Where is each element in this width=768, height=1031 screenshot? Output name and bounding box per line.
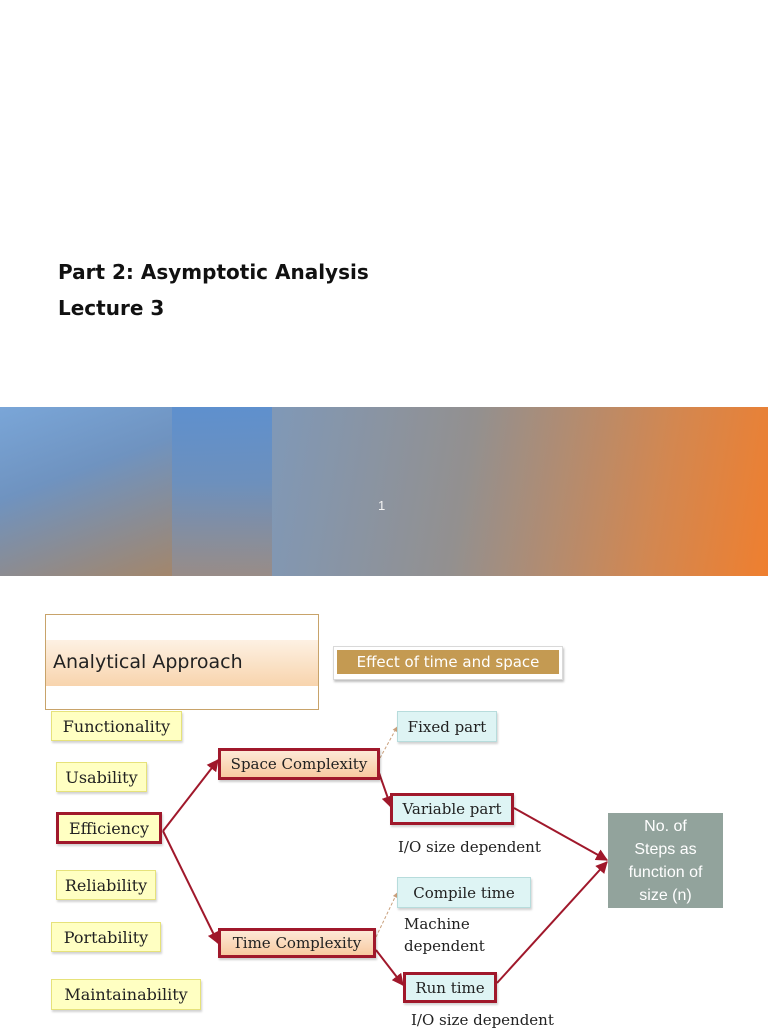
effect-label: Effect of time and space	[337, 650, 559, 674]
quality-maintainability: Maintainability	[51, 979, 201, 1010]
space-complexity-box: Space Complexity	[218, 748, 380, 780]
quality-usability: Usability	[56, 762, 147, 792]
title-line-lecture: Lecture 3	[58, 296, 165, 320]
arrow-space-fixed	[380, 727, 397, 758]
run-time-box: Run time	[403, 972, 497, 1003]
result-line-3: function of	[628, 863, 703, 881]
io-size-note-run: I/O size dependent	[411, 1011, 554, 1029]
arrow-efficiency-time	[163, 831, 218, 943]
arrow-time-run	[376, 950, 403, 985]
quality-efficiency: Efficiency	[56, 812, 162, 844]
quality-reliability: Reliability	[56, 870, 156, 900]
fixed-part-box: Fixed part	[397, 711, 497, 742]
result-line-4: size (n)	[639, 886, 692, 904]
quality-functionality: Functionality	[51, 711, 182, 741]
io-size-note-variable: I/O size dependent	[398, 838, 541, 856]
time-complexity-box: Time Complexity	[218, 928, 376, 958]
arrow-efficiency-space	[163, 760, 218, 831]
page-number: 1	[378, 498, 386, 513]
title-line-part: Part 2: Asymptotic Analysis	[58, 260, 369, 284]
compile-time-box: Compile time	[397, 877, 531, 908]
arrow-time-compile	[376, 893, 397, 937]
steps-function-of-size-box	[608, 813, 723, 908]
variable-part-box: Variable part	[390, 793, 514, 825]
machine-note-line-2: dependent	[404, 937, 485, 955]
slide-title: Analytical Approach	[53, 651, 243, 673]
machine-note-line-1: Machine	[404, 915, 470, 933]
result-line-1: No. of	[644, 817, 687, 835]
machine-dependent-note	[404, 913, 485, 957]
result-line-2: Steps as	[634, 840, 697, 858]
quality-portability: Portability	[51, 922, 161, 952]
